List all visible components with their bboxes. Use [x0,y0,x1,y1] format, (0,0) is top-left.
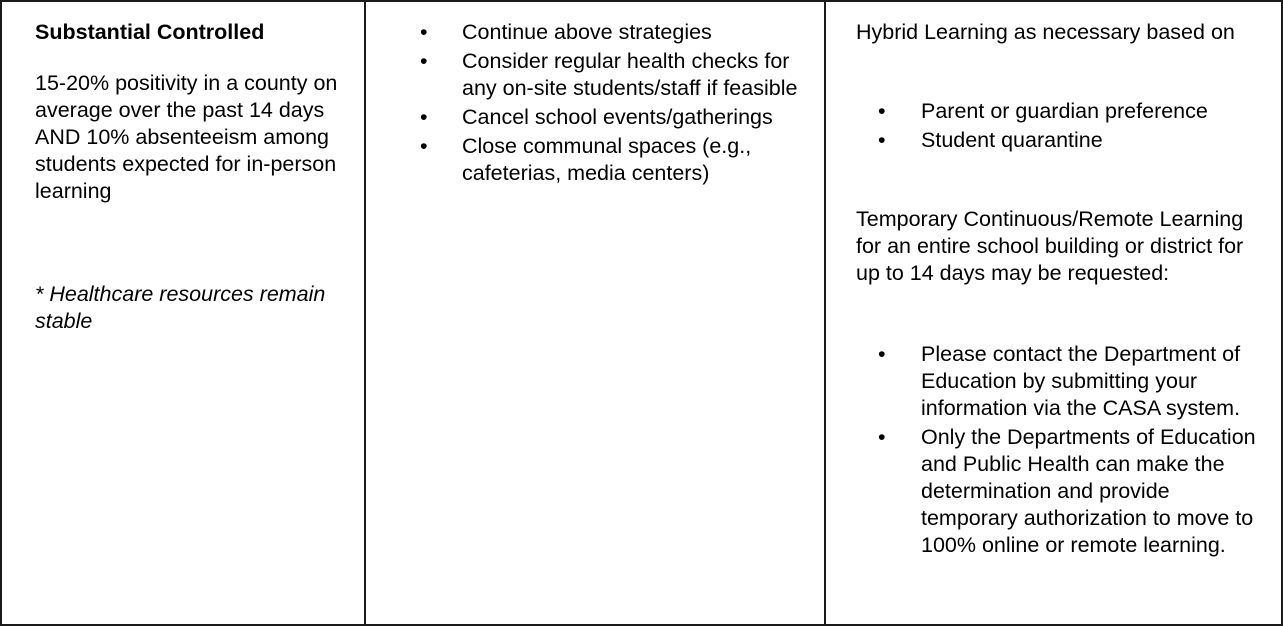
hybrid-list [878,98,1271,156]
list-item: • Please contact the Department of Education by submitting your information via the CASA system. [878,342,1241,420]
temporary-list [878,341,1271,561]
bullet-icon: • [878,425,886,449]
bullet-icon: • [420,105,428,129]
level-heading: Substantial Controlled [35,20,265,44]
strategies-list [420,19,812,189]
list-item: • Student quarantine [878,128,1103,152]
bullet-icon: • [420,134,428,158]
bullet-icon: • [420,49,428,73]
strategies-cell [366,2,826,624]
list-item: • Continue above strategies [420,20,712,44]
bullet-icon: • [878,128,886,152]
bullet-icon: • [878,99,886,123]
temporary-intro: Temporary Continuous/Remote Learning for an entire school building or district for up to 14 days may be requested: [856,207,1244,285]
level-description: 15-20% positivity in a county on average over the past 14 days AND 10% absenteeism among students expected for in-person learning [35,71,338,203]
list-item: • Cancel school events/gatherings [420,105,773,129]
healthcare-note: * Healthcare resources remain stable [35,282,326,333]
hybrid-intro: Hybrid Learning as necessary based on [856,20,1235,44]
bullet-icon: • [420,20,428,44]
bullet-icon: • [878,342,886,366]
list-item: • Close communal spaces (e.g., cafeterias, media centers) [420,134,752,185]
list-item: • Parent or guardian preference [878,99,1208,123]
list-item: • Only the Departments of Education and Public Health can make the determination and provide temporary authorization to move to 100% online or remote learning. [878,425,1256,557]
learning-mode-cell [826,2,1281,624]
list-item: • Consider regular health checks for any on-site students/staff if feasible [420,49,798,100]
level-cell [2,2,366,624]
